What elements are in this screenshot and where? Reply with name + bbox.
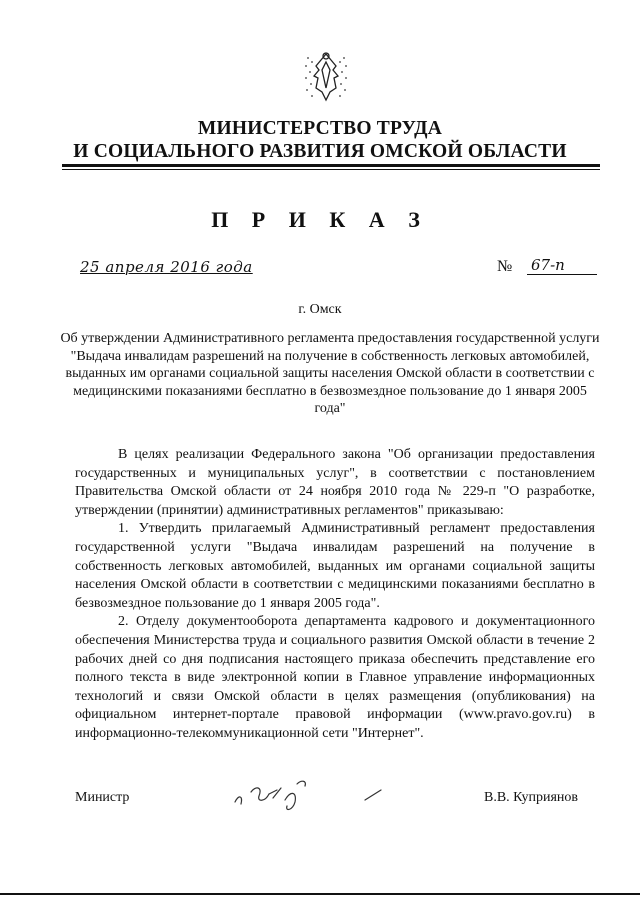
header-rule-thin	[62, 169, 600, 170]
document-number: 67-п	[527, 256, 597, 275]
document-subject: Об утверждении Административного регламента предоставления государственной услуги "Выдача инвалидам разрешений на получение в собственность легковых автомобилей, выданных им органами социальной защиты населения Омской области в соответствии с медицинскими показаниями бесплатно в безвозмездное пользование до 1 января 2005 года"	[60, 331, 600, 417]
number-label: №	[497, 258, 513, 275]
signer-name: В.В. Куприянов	[484, 790, 578, 805]
page-bottom-rule	[0, 893, 640, 895]
coat-of-arms-icon	[300, 48, 352, 108]
document-type: П Р И К А З	[211, 207, 429, 232]
handwritten-signature	[225, 772, 405, 816]
ministry-name-line1: МИНИСТЕРСТВО ТРУДА	[197, 118, 443, 139]
order-item-2: 2. Отделу документооборота департамента кадрового и документационного обеспечения Министерства труда и социального развития Омской области в течение 2 рабочих дней со дня подписания настоящего приказа обеспечить представление его полного текста в виде электронной копии в Главное управление информационных технологий и связи Омской области в целях размещения (опубликования) на официальном интернет-портале правовой информации (www.pravo.gov.ru) в информационно-телекоммуникационной сети "Интернет".	[75, 614, 595, 741]
signer-title: Министр	[75, 790, 130, 805]
order-item-1: 1. Утвердить прилагаемый Административный регламент предоставления государственной услуги "Выдача инвалидам разрешений на получение в собственность легковых автомобилей, выданных им органами социальной защиты населения Омской области в соответствии с медицинскими показаниями бесплатно в безвозмездное пользование до 1 января 2005 года".	[75, 521, 595, 611]
document-date: 25 апреля 2016 года	[80, 258, 253, 276]
ministry-name-line2: И СОЦИАЛЬНОГО РАЗВИТИЯ ОМСКОЙ ОБЛАСТИ	[73, 141, 567, 162]
document-body	[75, 446, 595, 744]
document-city: г. Омск	[298, 302, 342, 317]
preamble-paragraph: В целях реализации Федерального закона "Об организации предоставления государственных и муниципальных услуг", в соответствии с постановлением Правительства Омской области от 24 ноября 2010 года № 229-п "О разработке, утверждении (принятии) административных регламентов" приказываю:	[75, 447, 595, 518]
header-rule-thick	[62, 164, 600, 167]
